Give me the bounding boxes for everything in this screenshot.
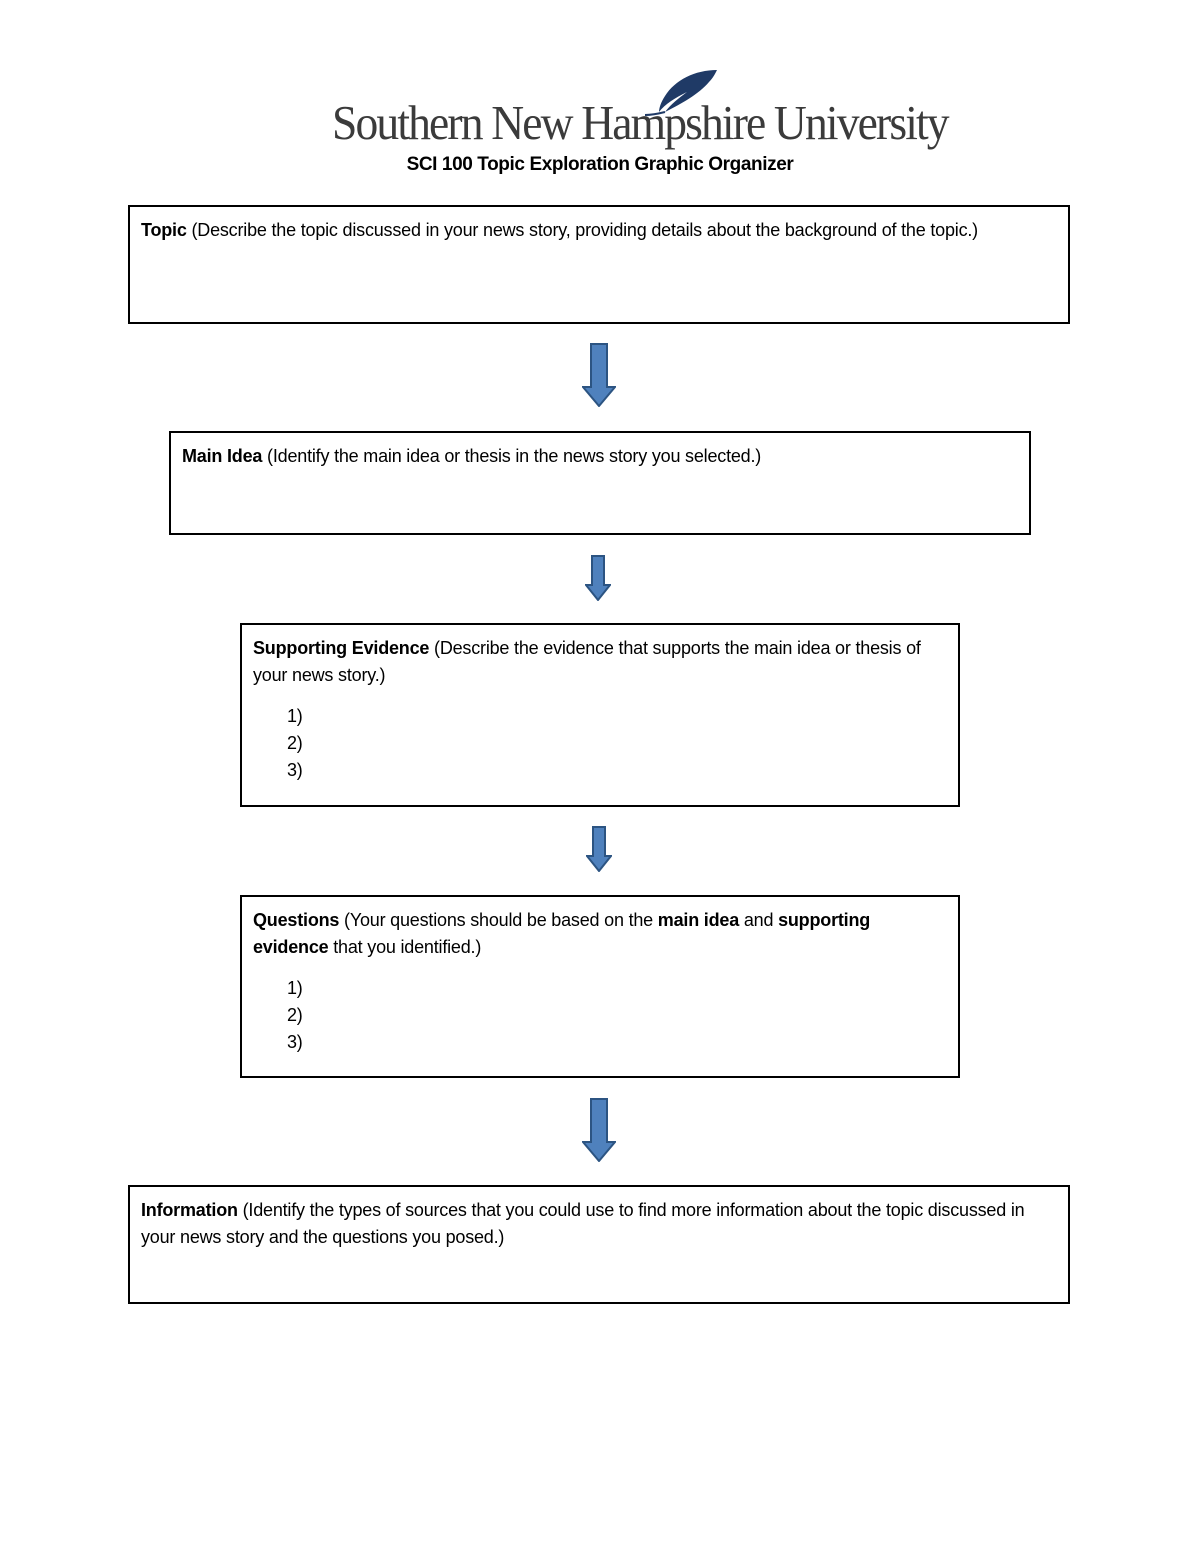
supporting-evidence-description: (Describe the evidence that supports the main idea or thesis of your news story.) xyxy=(253,638,921,685)
questions-list xyxy=(253,975,947,1056)
question-item: 2) xyxy=(287,1005,303,1025)
information-text xyxy=(141,1197,1057,1251)
question-item: 3) xyxy=(287,1032,303,1052)
main-idea-label: Main Idea xyxy=(182,446,263,466)
questions-bold-supporting-evidence: supporting evidence xyxy=(253,910,871,957)
down-arrow-icon xyxy=(582,1098,616,1162)
topic-text xyxy=(141,217,1057,244)
main-idea-box xyxy=(169,431,1031,535)
topic-box xyxy=(128,205,1070,324)
questions-desc-part1: (Your questions should be based on the xyxy=(339,910,658,930)
down-arrow-icon xyxy=(585,555,611,601)
questions-desc-part3: that you identified.) xyxy=(328,937,482,957)
information-description: (Identify the types of sources that you could use to find more information about the topic discussed in your news story and the questions you posed.) xyxy=(141,1200,1025,1247)
document-title: SCI 100 Topic Exploration Graphic Organizer xyxy=(406,154,794,175)
evidence-item: 1) xyxy=(287,706,303,726)
quill-feather-icon xyxy=(635,68,725,118)
main-idea-description: (Identify the main idea or thesis in the news story you selected.) xyxy=(262,446,762,466)
evidence-item: 3) xyxy=(287,760,303,780)
questions-desc-part2: and xyxy=(739,910,779,930)
question-item: 1) xyxy=(287,978,303,998)
supporting-evidence-box xyxy=(240,623,960,807)
information-label: Information xyxy=(141,1200,238,1220)
logo-wordmark: Southern New Hampshire University xyxy=(332,95,948,150)
down-arrow-icon xyxy=(582,343,616,407)
supporting-evidence-text xyxy=(253,635,947,689)
evidence-list xyxy=(253,703,947,784)
topic-label: Topic xyxy=(141,220,187,240)
supporting-evidence-label: Supporting Evidence xyxy=(253,638,430,658)
questions-text xyxy=(253,907,947,961)
questions-box xyxy=(240,895,960,1078)
questions-bold-main-idea: main idea xyxy=(657,910,740,930)
information-box xyxy=(128,1185,1070,1304)
questions-label: Questions xyxy=(253,910,340,930)
evidence-item: 2) xyxy=(287,733,303,753)
down-arrow-icon xyxy=(586,826,612,872)
topic-description: (Describe the topic discussed in your news story, providing details about the background of the topic.) xyxy=(186,220,978,240)
main-idea-text xyxy=(182,443,1018,470)
university-logo xyxy=(330,68,948,158)
